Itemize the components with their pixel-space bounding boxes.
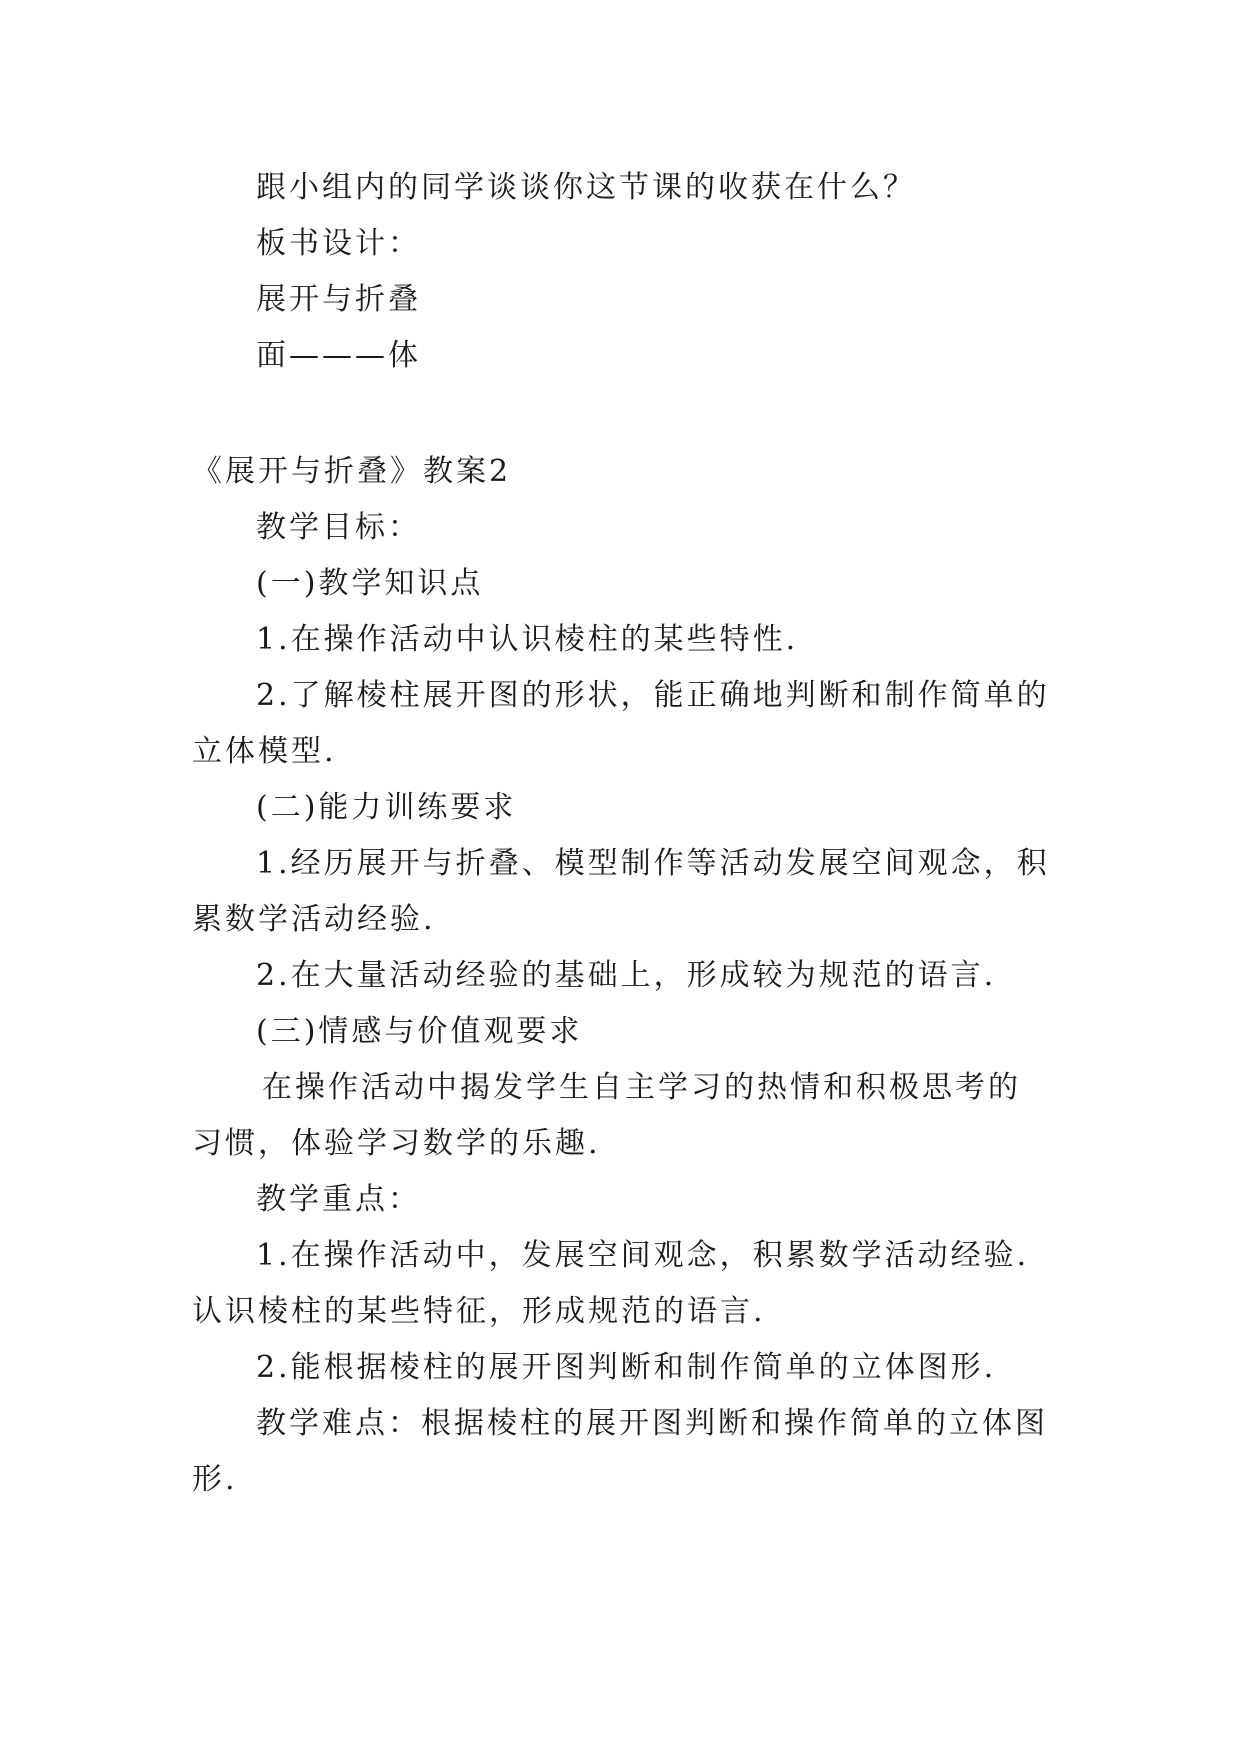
emotion-title: (三)情感与价值观要求 — [256, 1014, 583, 1049]
key-point-1-line-1: 1.在操作活动中，发展空间观念，积累数学活动经验. — [256, 1238, 1030, 1273]
knowledge-item-2-line-2: 立体模型. — [192, 734, 337, 769]
key-point-2: 2.能根据棱柱的展开图判断和制作简单的立体图形. — [256, 1350, 997, 1385]
ability-item-1-line-2: 累数学活动经验. — [192, 902, 436, 937]
ability-item-1-line-1: 1.经历展开与折叠、模型制作等活动发展空间观念，积 — [256, 846, 1050, 881]
difficulty-line-1: 教学难点：根据棱柱的展开图判断和操作简单的立体图 — [256, 1406, 1048, 1441]
emotion-item-line-1: 在操作活动中揭发学生自主学习的热情和积极思考的 — [262, 1070, 1021, 1105]
paragraph-board-face-body: 面———体 — [256, 338, 421, 373]
difficulty-line-2: 形. — [192, 1462, 238, 1497]
paragraph-harvest-question: 跟小组内的同学谈谈你这节课的收获在什么？ — [256, 170, 916, 205]
emotion-item-line-2: 习惯，体验学习数学的乐趣. — [192, 1126, 601, 1161]
paragraph-board-design: 板书设计： — [256, 226, 421, 261]
knowledge-item-1: 1.在操作活动中认识棱柱的某些特性. — [256, 622, 799, 657]
key-point-1-line-2: 认识棱柱的某些特征，形成规范的语言. — [192, 1294, 766, 1329]
lesson-plan-heading: 《展开与折叠》教案2 — [192, 454, 512, 489]
paragraph-board-title: 展开与折叠 — [256, 282, 421, 317]
objectives-title: 教学目标： — [256, 510, 421, 545]
knowledge-title: (一)教学知识点 — [256, 566, 484, 601]
ability-title: (二)能力训练要求 — [256, 790, 517, 825]
ability-item-2: 2.在大量活动经验的基础上，形成较为规范的语言. — [256, 958, 997, 993]
knowledge-item-2-line-1: 2.了解棱柱展开图的形状，能正确地判断和制作简单的 — [256, 678, 1050, 713]
key-points-title: 教学重点： — [256, 1182, 421, 1217]
